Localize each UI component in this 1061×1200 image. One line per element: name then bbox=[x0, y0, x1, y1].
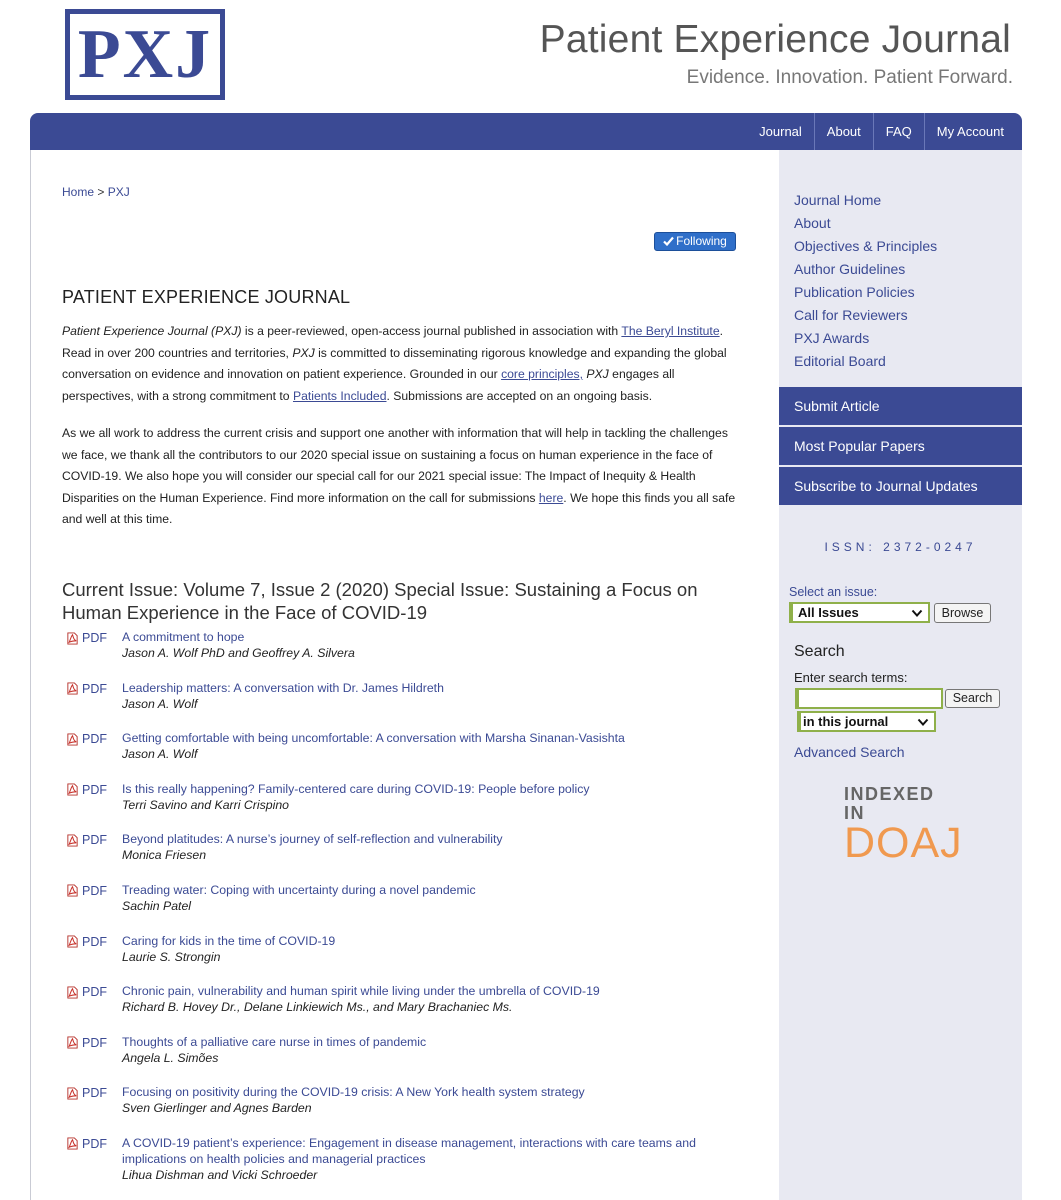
logo-text: PXJ bbox=[77, 15, 213, 93]
breadcrumb-separator: > bbox=[97, 185, 105, 199]
pdf-download-link[interactable] bbox=[66, 1137, 107, 1151]
article-item bbox=[66, 1135, 756, 1199]
core-principles-link[interactable]: core principles, bbox=[501, 367, 584, 381]
article-item bbox=[66, 983, 756, 1034]
article-title-text[interactable]: Beyond platitudes: A nurse’s journey of self-reflection and vulnerability bbox=[122, 832, 503, 847]
sidebar-item-pxj-awards[interactable]: PXJ Awards bbox=[794, 330, 870, 346]
submit-article-button[interactable]: Submit Article bbox=[779, 387, 1022, 425]
article-list bbox=[66, 629, 756, 1199]
pdf-download-link[interactable] bbox=[66, 833, 107, 847]
chevron-down-icon bbox=[917, 716, 929, 728]
pdf-icon bbox=[66, 1137, 79, 1150]
pdf-label: PDF bbox=[82, 681, 107, 696]
pdf-download-link[interactable] bbox=[66, 732, 107, 746]
article-authors: Richard B. Hovey Dr., Delane Linkiewich Ms., and Mary Brachaniec Ms. bbox=[122, 1000, 513, 1015]
article-item bbox=[66, 629, 756, 680]
following-button[interactable] bbox=[654, 232, 736, 251]
sidebar-item-publication-policies[interactable]: Publication Policies bbox=[794, 284, 915, 300]
nav-journal[interactable]: Journal bbox=[759, 124, 802, 139]
nav-items bbox=[747, 113, 1022, 150]
current-issue-heading: Current Issue: Volume 7, Issue 2 (2020) Special Issue: Sustaining a Focus on Human Experience in the Face of COVID-19 bbox=[62, 579, 698, 623]
article-authors: Jason A. Wolf bbox=[122, 696, 198, 711]
intro-paragraph-2 bbox=[62, 423, 742, 531]
article-title[interactable] bbox=[122, 680, 722, 712]
most-popular-papers-button[interactable]: Most Popular Papers bbox=[779, 427, 1022, 465]
pdf-icon bbox=[66, 682, 79, 695]
pdf-label: PDF bbox=[82, 833, 107, 848]
article-title[interactable] bbox=[122, 730, 722, 762]
article-authors: Angela L. Simões bbox=[122, 1050, 219, 1065]
pdf-download-link[interactable] bbox=[66, 884, 107, 898]
article-title[interactable] bbox=[122, 831, 722, 863]
article-item bbox=[66, 933, 756, 984]
article-title-text[interactable]: Leadership matters: A conversation with Dr. James Hildreth bbox=[122, 680, 444, 695]
sidebar-item-journal-home[interactable]: Journal Home bbox=[794, 192, 882, 208]
article-title[interactable] bbox=[122, 1135, 722, 1183]
article-item bbox=[66, 1034, 756, 1085]
article-title-text[interactable]: A COVID-19 patient’s experience: Engagement in disease management, interactions with care teams and implications on health policies and managerial practices bbox=[122, 1135, 696, 1166]
search-button[interactable]: Search bbox=[945, 689, 1000, 708]
pdf-download-link[interactable] bbox=[66, 985, 107, 999]
browse-button[interactable]: Browse bbox=[934, 603, 991, 623]
chevron-down-icon bbox=[911, 607, 923, 619]
breadcrumb-home[interactable]: Home bbox=[62, 185, 95, 199]
sidebar-links bbox=[794, 190, 937, 374]
journal-heading: PATIENT EXPERIENCE JOURNAL bbox=[62, 287, 351, 307]
doaj-top-text: INDEXED IN bbox=[844, 784, 935, 823]
doaj-badge[interactable] bbox=[844, 784, 963, 867]
article-title-text[interactable]: Is this really happening? Family-centered care during COVID-19: People before policy bbox=[122, 781, 590, 796]
search-scope-value: in this journal bbox=[803, 714, 889, 729]
article-title-text[interactable]: Caring for kids in the time of COVID-19 bbox=[122, 933, 336, 948]
site-title: Patient Experience Journal bbox=[539, 18, 1011, 61]
issue-select[interactable] bbox=[789, 602, 930, 623]
article-title-text[interactable]: Chronic pain, vulnerability and human spirit while living under the umbrella of COVID-19 bbox=[122, 984, 600, 999]
article-authors: Monica Friesen bbox=[122, 848, 207, 863]
intro-text: . Submissions are accepted on an ongoing basis. bbox=[386, 388, 653, 403]
content-frame-border bbox=[30, 150, 31, 1200]
article-title[interactable] bbox=[122, 933, 722, 965]
checkmark-icon bbox=[663, 236, 674, 246]
journal-intro bbox=[62, 321, 742, 531]
article-authors: Lihua Dishman and Vicki Schroeder bbox=[122, 1167, 318, 1182]
pdf-label: PDF bbox=[82, 985, 107, 1000]
article-title[interactable] bbox=[122, 1084, 722, 1116]
intro-journal-name: Patient Experience Journal (PXJ) bbox=[62, 324, 242, 338]
select-issue-label: Select an issue: bbox=[789, 585, 878, 599]
breadcrumb bbox=[62, 185, 130, 199]
pdf-label: PDF bbox=[82, 1086, 107, 1101]
intro-text: is a peer-reviewed, open-access journal published in association with bbox=[241, 324, 622, 338]
article-title-text[interactable]: Treading water: Coping with uncertainty during a novel pandemic bbox=[122, 882, 476, 897]
article-title[interactable] bbox=[122, 882, 722, 914]
pdf-icon bbox=[66, 1036, 79, 1049]
article-title[interactable] bbox=[122, 983, 722, 1015]
nav-faq[interactable]: FAQ bbox=[873, 113, 924, 150]
pdf-icon bbox=[66, 632, 79, 645]
advanced-search-link[interactable]: Advanced Search bbox=[794, 744, 905, 760]
doaj-bottom-text: DOAJ bbox=[844, 819, 963, 867]
search-scope-select[interactable] bbox=[797, 711, 936, 732]
intro-paragraph-1 bbox=[62, 321, 742, 407]
pdf-download-link[interactable] bbox=[66, 631, 107, 645]
sidebar-item-editorial-board[interactable]: Editorial Board bbox=[794, 353, 886, 369]
article-item bbox=[66, 730, 756, 781]
pdf-download-link[interactable] bbox=[66, 935, 107, 949]
article-authors: Jason A. Wolf bbox=[122, 747, 198, 762]
top-navbar bbox=[30, 113, 1022, 150]
pdf-icon bbox=[66, 783, 79, 796]
article-title-text[interactable]: Getting comfortable with being uncomfortable: A conversation with Marsha Sinanan-Vasishta bbox=[122, 731, 625, 746]
nav-my-account[interactable]: My Account bbox=[924, 113, 1022, 150]
intro-text: engages all perspectives, with a strong commitment to bbox=[62, 367, 675, 403]
intro-journal-abbr: PXJ bbox=[292, 345, 315, 360]
pdf-label: PDF bbox=[82, 883, 107, 898]
pdf-icon bbox=[66, 834, 79, 847]
nav-about[interactable]: About bbox=[814, 113, 873, 150]
intro-text: . We hope this finds you all safe and well at this time. bbox=[62, 490, 736, 526]
sidebar-item-author-guidelines[interactable]: Author Guidelines bbox=[794, 261, 906, 277]
article-item bbox=[66, 831, 756, 882]
intro-text: is committed to disseminating rigorous knowledge and expanding the global conversation on evidence and innovation on patient experience. Grounded in our bbox=[62, 345, 727, 381]
call-for-submissions-link[interactable]: here bbox=[538, 490, 564, 505]
pdf-icon bbox=[66, 986, 79, 999]
pdf-icon bbox=[66, 935, 79, 948]
sidebar-item-objectives-principles[interactable]: Objectives & Principles bbox=[794, 238, 938, 254]
article-title[interactable] bbox=[122, 1034, 722, 1066]
search-terms-label: Enter search terms: bbox=[794, 670, 908, 685]
pdf-label: PDF bbox=[82, 782, 107, 797]
intro-text: As we all work to address the current crisis and support one another with information that will help in tackling the challenges we face, we thank all the contributors to our 2020 special issue on sustaining a focus on human experience in the face of COVID-19. We also hope you will consider our special call for our 2021 special issue: The Impact of Inequity & Health Disparities on the Human Experience. Find more information on the call for submissions bbox=[62, 426, 728, 505]
article-title-text[interactable]: Focusing on positivity during the COVID-19 crisis: A New York health system strategy bbox=[122, 1085, 585, 1100]
article-title[interactable] bbox=[122, 781, 722, 813]
pdf-download-link[interactable] bbox=[66, 1086, 107, 1100]
article-title[interactable] bbox=[122, 629, 722, 661]
article-title-text[interactable]: A commitment to hope bbox=[122, 630, 245, 644]
article-item bbox=[66, 1084, 756, 1135]
pdf-label: PDF bbox=[82, 631, 107, 645]
article-authors: Sven Gierlinger and Agnes Barden bbox=[122, 1101, 312, 1116]
pdf-label: PDF bbox=[82, 934, 107, 949]
search-input[interactable] bbox=[795, 688, 943, 709]
issue-select-value: All Issues bbox=[798, 605, 859, 620]
search-heading: Search bbox=[794, 643, 845, 660]
pdf-icon bbox=[66, 884, 79, 897]
site-tagline: Evidence. Innovation. Patient Forward. bbox=[686, 67, 1013, 88]
article-item bbox=[66, 781, 756, 832]
article-item bbox=[66, 680, 756, 731]
pdf-download-link[interactable] bbox=[66, 1036, 107, 1050]
pxj-logo[interactable] bbox=[65, 9, 225, 100]
sidebar-item-about[interactable]: About bbox=[794, 215, 831, 231]
pdf-icon bbox=[66, 1087, 79, 1100]
article-authors: Sachin Patel bbox=[122, 898, 192, 913]
article-authors: Laurie S. Strongin bbox=[122, 949, 221, 964]
pdf-label: PDF bbox=[82, 1136, 107, 1151]
article-title-text[interactable]: Thoughts of a palliative care nurse in times of pandemic bbox=[122, 1034, 427, 1049]
pdf-download-link[interactable] bbox=[66, 783, 107, 797]
pdf-download-link[interactable] bbox=[66, 682, 107, 696]
pdf-label: PDF bbox=[82, 1035, 107, 1050]
pdf-label: PDF bbox=[82, 732, 107, 747]
article-authors: Terri Savino and Karri Crispino bbox=[122, 797, 289, 812]
beryl-institute-link[interactable]: The Beryl Institute bbox=[621, 324, 720, 338]
article-authors: Jason A. Wolf PhD and Geoffrey A. Silvera bbox=[122, 646, 355, 660]
breadcrumb-current[interactable]: PXJ bbox=[107, 185, 130, 199]
subscribe-updates-button[interactable]: Subscribe to Journal Updates bbox=[779, 467, 1022, 505]
issn-label: ISSN: 2372-0247 bbox=[824, 540, 977, 554]
pdf-icon bbox=[66, 733, 79, 746]
patients-included-link[interactable]: Patients Included bbox=[292, 388, 387, 403]
intro-journal-abbr: PXJ bbox=[586, 367, 609, 381]
following-label: Following bbox=[676, 234, 727, 248]
article-item bbox=[66, 882, 756, 933]
intro-text: . Read in over 200 countries and territories, bbox=[62, 324, 723, 360]
sidebar-item-call-for-reviewers[interactable]: Call for Reviewers bbox=[794, 307, 908, 323]
